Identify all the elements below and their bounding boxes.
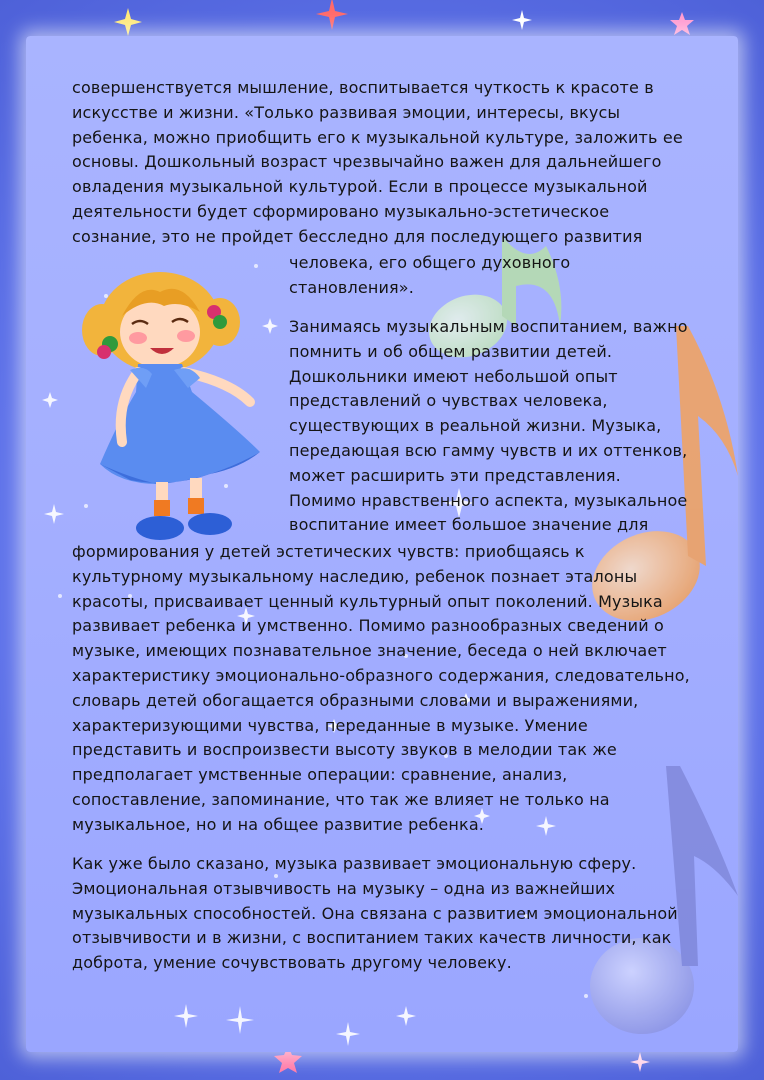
text-line: музыке, имеющих познавательное значение, беседа о ней включает (72, 641, 667, 661)
text-line: представить и воспроизвести высоту звуков в мелодии так же (72, 740, 617, 760)
text-line: доброта, умение сочувствовать другому человеку. (72, 953, 512, 973)
sparkle-icon (42, 392, 58, 408)
text-line: совершенствуется мышление, воспитывается чуткость к красоте в (72, 78, 654, 97)
text-line: Как уже было сказано, музыка развивает эмоциональную сферу. (72, 854, 637, 873)
sparkle-icon (396, 1006, 416, 1026)
text-line: формирования у детей эстетических чувств: приобщаясь к (72, 542, 585, 561)
star-icon (630, 1052, 650, 1072)
text-line: развивает ребенка и умственно. Помимо разнообразных сведений о (72, 616, 664, 636)
star-icon (670, 12, 694, 35)
sparkle-icon (174, 1004, 198, 1028)
text-line: овладения музыкальной культурой. Если в процессе музыкальной (72, 177, 648, 197)
text-line: предполагает умственные операции: сравнение, анализ, (72, 765, 568, 785)
paragraph-aesthetic (72, 540, 690, 838)
paragraph-emotional (72, 852, 678, 976)
text-line: отзывчивости и в жизни, с воспитанием таких качеств личности, как (72, 928, 672, 948)
paragraph-intro (72, 76, 683, 250)
text-line: деятельности будет сформировано музыкально-эстетическое (72, 201, 610, 221)
paragraph-development (289, 315, 688, 538)
text-line: характеризующими чувства, переданные в музыке. Умение (72, 715, 588, 735)
text-line: может расширить эти представления. (289, 465, 621, 485)
dancing-girl-illustration (60, 252, 280, 552)
text-line: ребенка, можно приобщить его к музыкальной культуре, заложить ее (72, 127, 683, 147)
text-line: Помимо нравственного аспекта, музыкальное (289, 490, 688, 510)
text-line: существующих в реальной жизни. Музыка, (289, 416, 662, 436)
text-line: сопоставление, запоминание, что так же влияет не только на (72, 789, 610, 809)
text-line: основы. Дошкольный возраст чрезвычайно важен для дальнейшего (72, 152, 662, 172)
text-line: Дошкольники имеют небольшой опыт (289, 366, 618, 386)
star-icon (316, 0, 348, 30)
text-line: музыкальное, но и на общее развитие ребенка. (72, 814, 485, 834)
paragraph-quote-end (289, 251, 570, 301)
text-line: воспитание имеет большое значение для (289, 515, 649, 535)
sparkle-icon (226, 1006, 254, 1034)
text-line: Занимаясь музыкальным воспитанием, важно (289, 317, 688, 336)
text-line: передающая всю гамму чувств и их оттенков, (289, 440, 688, 460)
text-line: Эмоциональная отзывчивость на музыку – одна из важнейших (72, 878, 616, 898)
text-line: красоты, присваивает ценный культурный опыт поколений. Музыка (72, 591, 663, 611)
text-line: становления». (289, 277, 414, 297)
star-icon (512, 10, 532, 30)
text-line: музыкальных способностей. Она связана с развитием эмоциональной (72, 903, 678, 923)
text-line: искусстве и жизни. «Только развивая эмоции, интересы, вкусы (72, 102, 621, 122)
text-line: культурному музыкальному наследию, ребенок познает эталоны (72, 566, 638, 586)
sparkle-icon (336, 1022, 360, 1046)
text-line: характеристику эмоционально-образного содержания, следовательно, (72, 665, 690, 685)
text-line: человека, его общего духовного (289, 253, 571, 272)
star-icon (114, 8, 142, 36)
text-line: помнить и об общем развитии детей. (289, 341, 613, 361)
text-line: сознание, это не пройдет бесследно для последующего развития (72, 226, 643, 246)
text-line: словарь детей обогащается образными словами и выражениями, (72, 690, 639, 710)
text-line: представлений о чувствах человека, (289, 391, 608, 411)
